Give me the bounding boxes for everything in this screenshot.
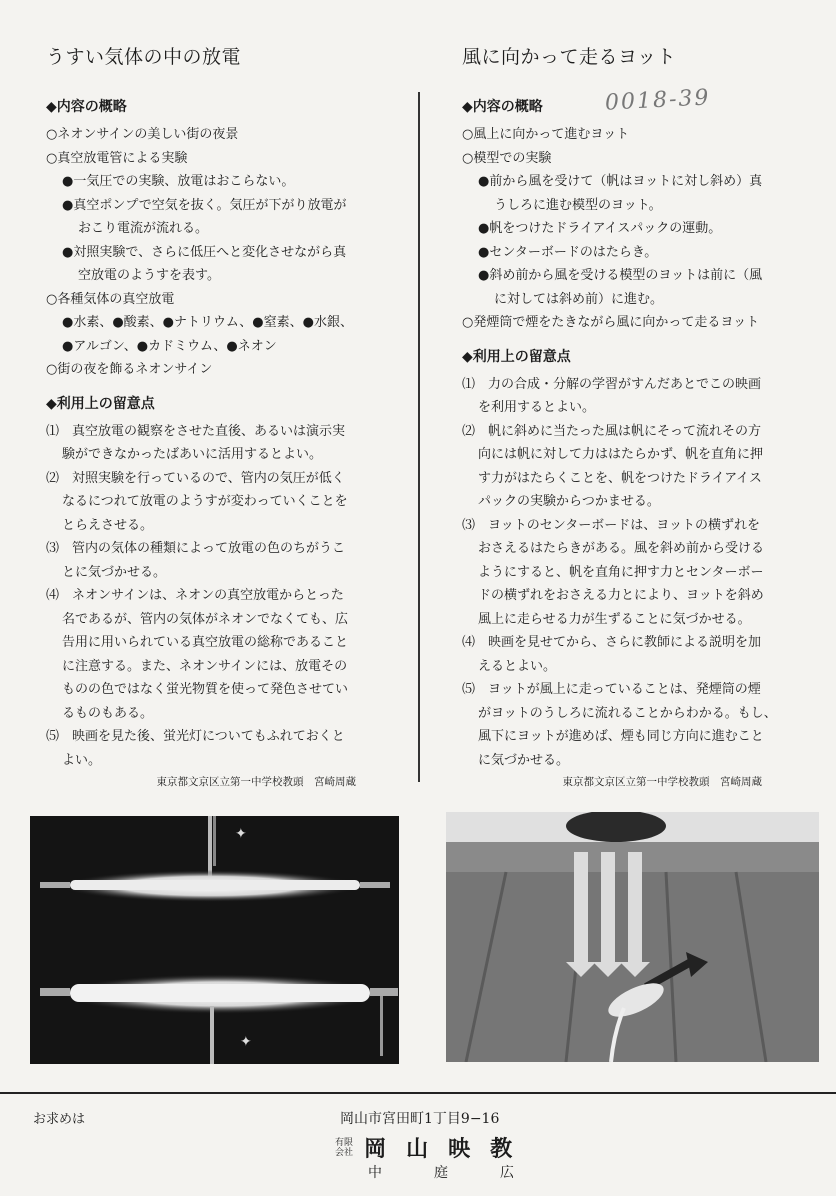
text-line: ○ネオンサインの美しい街の夜景 [46,127,239,142]
model-yacht-illustration [446,812,819,1062]
company-branch: 中庭広 [368,1165,566,1181]
text-line: がヨットのうしろに流れることからわかる。もし、 [478,705,777,721]
catalog-number-stamp: 0018-39 [604,85,712,116]
text-line: なるにつれて放電のようすが変わっていくことを [62,494,348,509]
left-credit: 東京都文京区立第一中学校教頭 宮崎周蔵 [156,776,356,788]
text-line: を利用するとよい。 [478,400,596,415]
text-line: ●対照実験で、さらに低圧へと変化させながら真 [62,244,347,260]
discharge-tube-illustration [30,816,399,1064]
left-notes-heading: ◆利用上の留意点 [46,395,155,412]
text-line: ⑷ ネオンサインは、ネオンの真空放電からとった [46,588,344,603]
text-line: に気づかせる。 [478,752,570,768]
left-article [46,30,396,789]
text-line: ドの横ずれをおさえる力とにより、ヨットを斜め [478,588,764,603]
text-line: パックの実験からつかませる。 [478,494,660,509]
model-yacht-photo [446,812,819,1062]
text-line: ⑵ 帆に斜めに当たった風は帆にそって流れその方 [462,423,762,439]
text-line: ○模型での実験 [462,150,552,166]
right-title: 風に向かって走るヨット [462,46,677,68]
text-line: に対しては斜め前）に進む。 [494,291,664,307]
text-line: ○真空放電管による実験 [46,150,188,166]
discharge-tube-photo [30,816,399,1064]
left-notes-list [46,420,396,773]
text-line: ⑴ 力の合成・分解の学習がすんだあとでこの映画 [462,376,762,392]
text-line: ●前から風を受けて（帆はヨットに対し斜め）真 [478,174,763,189]
text-line: 告用に用いられている真空放電の総称であること [62,635,349,650]
svg-text:✦: ✦ [235,826,247,842]
left-overview-list [46,123,396,382]
company-type: 有限会社 [335,1137,354,1158]
text-line: ●アルゴン、●カドミウム、●ネオン [62,338,277,354]
text-line: ⑴ 真空放電の観察をさせた直後、あるいは演示実 [46,423,346,439]
text-line: ⑷ 映画を見せてから、さらに教師による説明を加 [462,635,762,650]
text-line: 験ができなかったばあいに活用するとよい。 [62,447,323,462]
text-line: よい。 [62,752,102,768]
right-notes-heading: ◆利用上の留意点 [462,348,571,365]
text-line: ●一気圧での実験、放電はおこらない。 [62,174,295,189]
text-line: とらえさせる。 [62,517,154,533]
right-article [462,30,802,789]
company-name: 岡山映教 [364,1136,533,1162]
company-block [335,1132,532,1163]
text-line: ⑵ 対照実験を行っているので、管内の気圧が低く [46,470,345,486]
text-line: るものもある。 [62,705,154,721]
left-overview-heading: ◆内容の概略 [46,99,127,115]
text-line: ○風上に向かって進むヨット [462,127,630,142]
text-line: ⑶ ヨットのセンターボードは、ヨットの横ずれを [462,517,760,533]
text-line: うしろに進む模型のヨット。 [494,197,662,213]
text-line: ●真空ポンプで空気を抜く。気圧が下がり放電が [62,197,347,213]
text-line: ⑶ 管内の気体の種類によって放電の色のちがうこ [46,541,346,556]
text-line: とに気づかせる。 [62,564,167,580]
text-line: 風下にヨットが進めば、煙も同じ方向に進むこと [478,729,764,744]
svg-text:✦: ✦ [240,1034,252,1050]
text-line: ●センターボードのはたらき。 [478,244,658,260]
text-line: に注意する。また、ネオンサインには、放電その [62,658,348,674]
text-line: ○各種気体の真空放電 [46,291,175,307]
text-line: ○街の夜を飾るネオンサイン [46,362,213,377]
text-line: 空放電のようすを表す。 [78,268,220,283]
text-line: ⑸ 映画を見た後、蛍光灯についてもふれておくと [46,729,345,744]
right-overview-heading: ◆内容の概略 [462,99,543,115]
right-notes-list [462,373,802,773]
company-address: 岡山市宮田町1丁目9−16 [340,1111,500,1127]
text-line: 向には帆に対して力ははたらかず、帆を直角に押 [478,447,763,462]
footer-rule [0,1092,836,1094]
text-line: ものの色ではなく蛍光物質を使って発色させてい [62,682,349,697]
text-line: 名であるが、管内の気体がネオンでなくても、広 [62,611,349,627]
text-line: す力がはたらくことを、帆をつけたドライアイス [478,470,762,486]
footer-label: お求めは [33,1112,86,1127]
text-line: えるとよい。 [478,658,557,674]
text-line: ○発煙筒で煙をたきながら風に向かって走るヨット [462,315,760,330]
text-line: ようにすると、帆を直角に押す力とセンターボー [478,564,764,580]
left-title: うすい気体の中の放電 [46,46,242,68]
right-credit: 東京都文京区立第一中学校教頭 宮崎周蔵 [562,776,762,788]
text-line: 風上に走らせる力が生ずることに気づかせる。 [478,611,751,627]
text-line: ●帆をつけたドライアイスパックの運動。 [478,221,722,236]
text-line: おさえるはたらきがある。風を斜め前から受ける [478,541,765,556]
text-line: ●斜め前から風を受ける模型のヨットは前に（風 [478,268,763,283]
right-overview-list [462,123,802,335]
text-line: ⑸ ヨットが風上に走っていることは、発煙筒の煙 [462,682,761,697]
text-line: おこり電流が流れる。 [78,221,209,236]
column-divider [418,92,420,782]
text-line: ●水素、●酸素、●ナトリウム、●窒素、●水銀、 [62,315,353,330]
